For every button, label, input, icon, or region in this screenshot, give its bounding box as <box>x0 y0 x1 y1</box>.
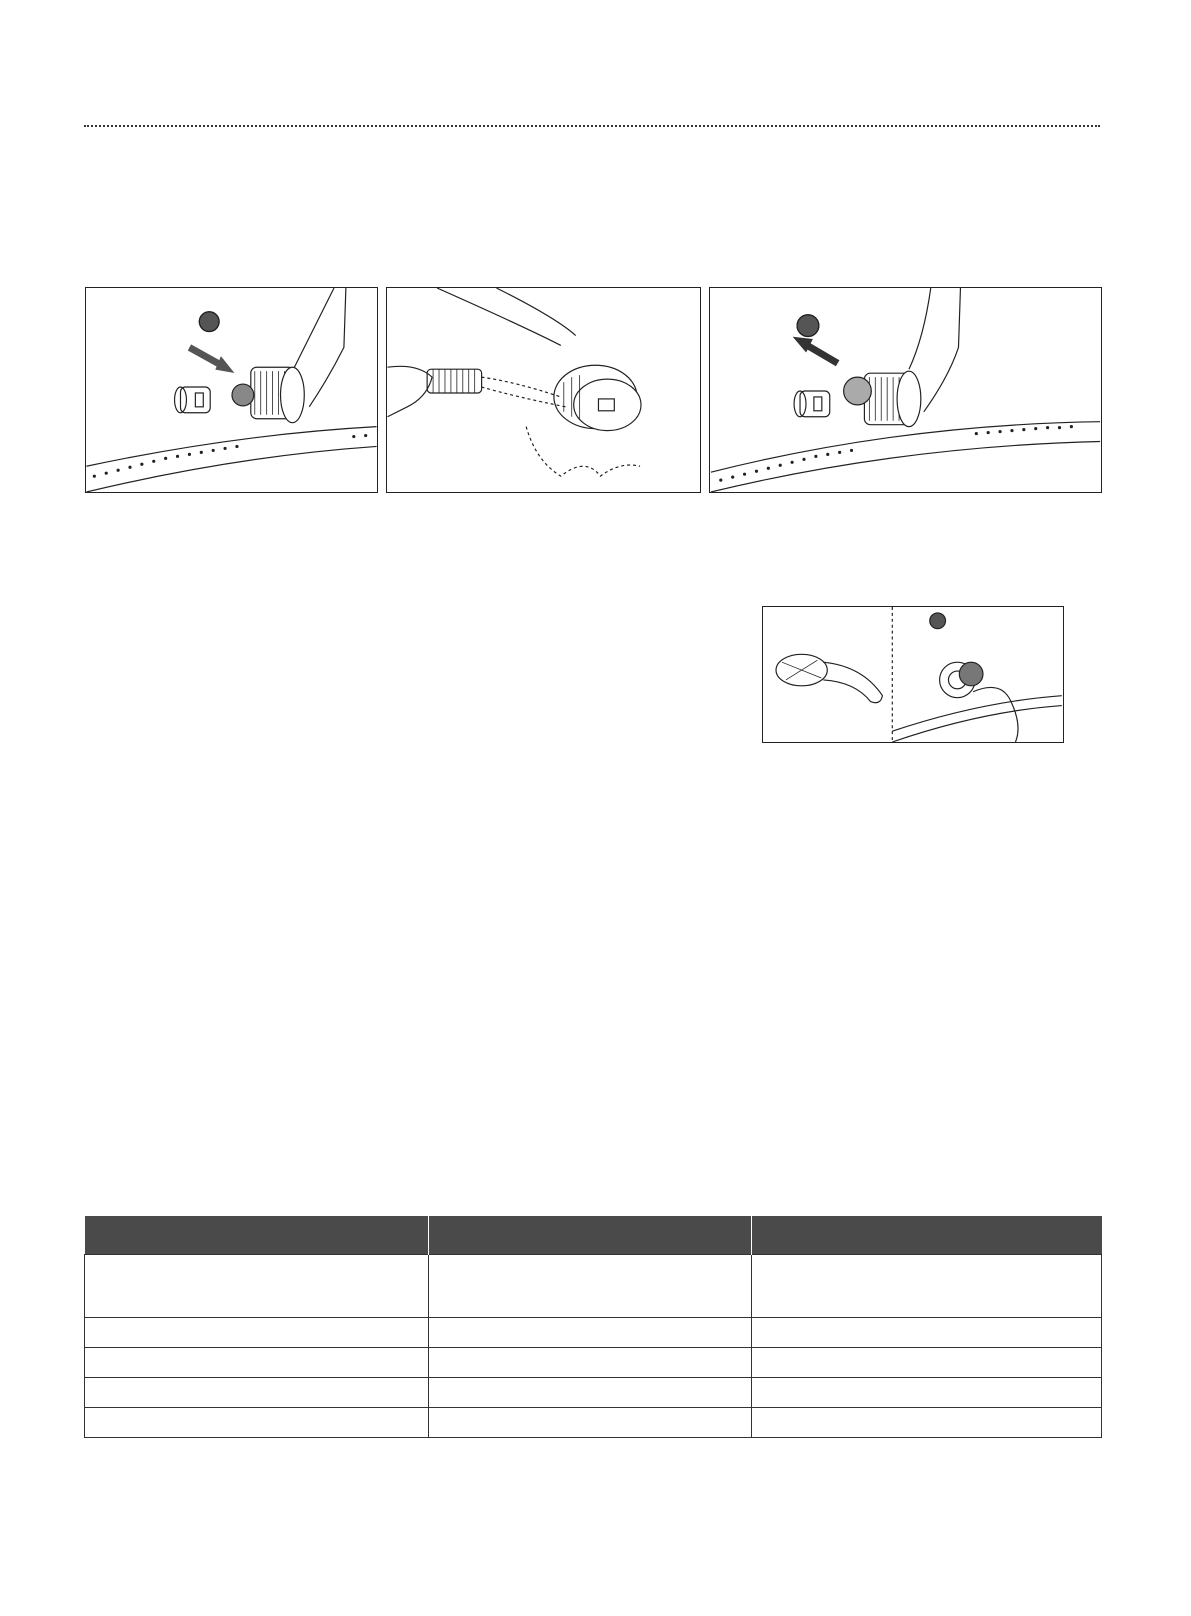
table-cell <box>429 1408 752 1438</box>
table-row <box>85 1255 1102 1318</box>
table-row <box>85 1318 1102 1348</box>
hose-icon <box>427 369 481 393</box>
filter-cartridge-icon <box>232 367 304 422</box>
table-cell <box>85 1255 429 1318</box>
figure-rinse-filter <box>386 287 701 493</box>
table-cell <box>752 1348 1102 1378</box>
filter-cartridge-icon <box>844 371 921 426</box>
filter-cover-icon <box>930 613 946 629</box>
figure-reinstall-filter <box>709 287 1102 493</box>
section-divider <box>84 125 1100 127</box>
spec-table <box>84 1216 1102 1438</box>
table-header-cell <box>85 1216 429 1255</box>
table-cell <box>429 1318 752 1348</box>
table-cell <box>85 1318 429 1348</box>
table-cell <box>429 1348 752 1378</box>
table-cell <box>85 1348 429 1378</box>
table-cell <box>752 1318 1102 1348</box>
figure-remove-filter <box>85 287 378 493</box>
filter-cartridge-icon <box>554 365 641 430</box>
table-cell <box>429 1255 752 1318</box>
table-cell <box>752 1255 1102 1318</box>
table-cell <box>752 1378 1102 1408</box>
table-cell <box>85 1408 429 1438</box>
table-header-row <box>85 1216 1102 1255</box>
table-cell <box>429 1378 752 1408</box>
table-cell <box>752 1408 1102 1438</box>
table-row <box>85 1408 1102 1438</box>
table-cell <box>85 1378 429 1408</box>
table-header-cell <box>752 1216 1102 1255</box>
table-row <box>85 1348 1102 1378</box>
table-row <box>85 1378 1102 1408</box>
connector-icon <box>175 387 211 413</box>
filter-cover-icon <box>797 315 819 337</box>
table-header-cell <box>429 1216 752 1255</box>
figure-tool-and-cover <box>762 606 1064 743</box>
connector-icon <box>940 662 983 697</box>
wrench-tool-icon <box>776 654 882 702</box>
filter-cover-icon <box>199 312 219 332</box>
connector-icon <box>794 391 830 417</box>
